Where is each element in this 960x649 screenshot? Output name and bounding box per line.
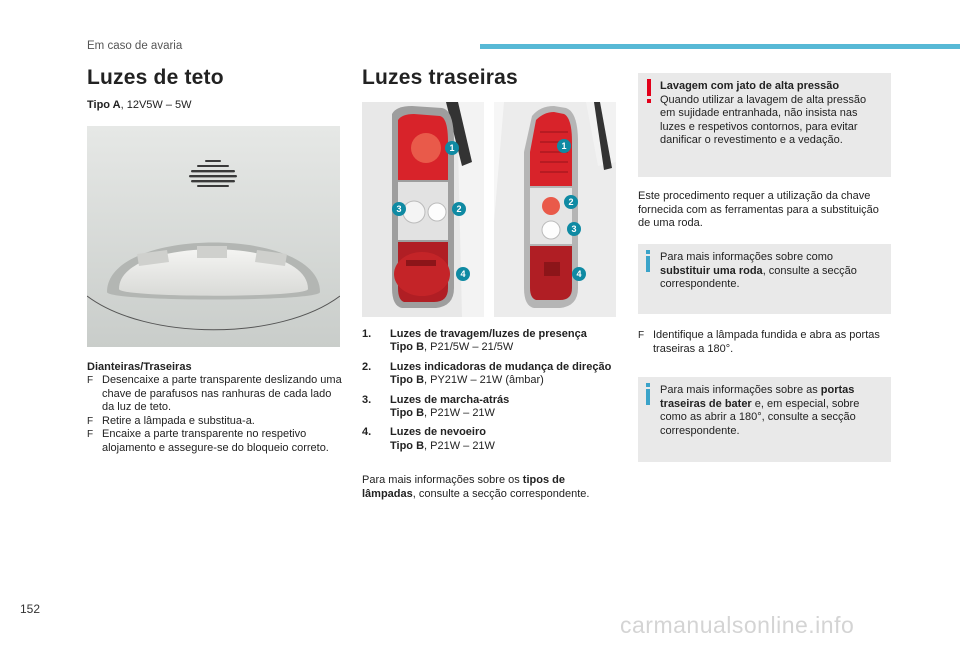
- item-name: Luzes de travagem/luzes de presença: [390, 328, 587, 340]
- warning-box: [638, 73, 891, 177]
- item-number: 4.: [362, 426, 372, 439]
- info-icon: [644, 250, 652, 272]
- rear-lights-title: Luzes traseiras: [362, 66, 518, 89]
- info1-post: , consulte a secção correspondente.: [660, 264, 857, 291]
- warning-exclamation-icon: [644, 79, 654, 105]
- item-type: Tipo B: [390, 374, 425, 387]
- type-value: , 12V5W – 5W: [120, 99, 192, 111]
- info1-link-text: substituir uma roda: [660, 264, 763, 277]
- ceiling-lamp-type: [87, 99, 192, 113]
- ceiling-light-photo: [87, 126, 340, 347]
- item-spec: , P21W – 21W: [424, 407, 495, 420]
- page-number: 152: [20, 602, 41, 616]
- info-icon: [644, 383, 652, 405]
- watermark: carmanualsonline.info: [620, 612, 855, 638]
- list-item: [362, 328, 618, 355]
- list-item: [362, 394, 618, 421]
- info2-pre: Para mais informações sobre as: [660, 384, 821, 396]
- item-number: 1.: [362, 328, 372, 340]
- list-item: [362, 426, 618, 453]
- info-box-rear-doors: [638, 377, 891, 462]
- ceiling-lights-title: Luzes de teto: [87, 66, 224, 89]
- item-type: Tipo B: [390, 407, 425, 420]
- header-accent-bar: [480, 44, 960, 49]
- item-type: Tipo B: [390, 341, 425, 354]
- type-label: Tipo A: [87, 99, 121, 111]
- callout-2-left-label: 2: [456, 204, 462, 214]
- item-name: Luzes indicadoras de mudança de direção: [390, 360, 612, 373]
- callout-4-left-label: 4: [460, 269, 466, 279]
- warning-title: Lavagem com jato de alta pressão: [660, 80, 840, 92]
- warning-text: Quando utilizar a lavagem de alta pressão em sujidade entranhada, não insista nas luzes e respetivos contornos, para evitar danificar o revestimento e a vedação.: [660, 93, 867, 147]
- ref-post: , consulte a secção correspondente.: [412, 487, 590, 500]
- rear-light-photo-left: [362, 102, 484, 317]
- callout-2-right-label: 2: [568, 197, 574, 207]
- list-item: F Desencaixe a parte transparente deslizando uma chave de parafusos nas ranhuras de cada lado da luz de teto.: [87, 374, 343, 415]
- info2-post: e, em especial, sobre como as abrir a 180°, consulte a secção correspondente.: [660, 397, 860, 437]
- rear-light-photo-right: [494, 102, 616, 317]
- callout-1-left-label: 1: [449, 143, 455, 153]
- item-spec: , P21W – 21W: [424, 439, 495, 452]
- rear-lights-list: [362, 328, 618, 459]
- ceiling-steps-list: [87, 374, 343, 456]
- procedure-text: Este procedimento requer a utilização da chave fornecida com as ferramentas para a substituição de uma roda.: [638, 190, 879, 230]
- item-number: 2.: [362, 360, 372, 373]
- item-name: Luzes de nevoeiro: [390, 426, 486, 439]
- info1-pre: Para mais informações sobre como: [660, 251, 834, 263]
- list-item: [362, 361, 618, 388]
- ceiling-instructions-title: Dianteiras/Traseiras: [87, 361, 192, 373]
- list-item: F Identifique a lâmpada fundida e abra as portas traseiras a 180°.: [638, 329, 891, 356]
- section-label: Em caso de avaria: [87, 40, 183, 52]
- callout-1-right-label: 1: [561, 141, 567, 151]
- list-item: F Retire a lâmpada e substitua-a.: [87, 415, 343, 429]
- ref-link-text: tipos de lâmpadas: [362, 474, 565, 500]
- callout-3-left-label: 3: [396, 204, 402, 214]
- list-item: F Encaixe a parte transparente no respetivo alojamento e assegure-se do bloqueio correto.: [87, 428, 343, 455]
- callout-4-right-label: 4: [576, 269, 582, 279]
- lamp-types-reference: [362, 474, 618, 501]
- callout-3-right-label: 3: [571, 224, 577, 234]
- info2-link-text: portas traseiras de bater: [660, 384, 855, 410]
- item-spec: , P21/5W – 21/5W: [424, 341, 514, 354]
- item-number: 3.: [362, 393, 372, 406]
- ref-pre: Para mais informações sobre os: [362, 474, 523, 486]
- item-spec: , PY21W – 21W (âmbar): [424, 374, 544, 387]
- right-steps-list: [638, 329, 891, 356]
- item-name: Luzes de marcha-atrás: [390, 393, 510, 406]
- item-type: Tipo B: [390, 439, 425, 452]
- info-box-wheel: [638, 244, 891, 314]
